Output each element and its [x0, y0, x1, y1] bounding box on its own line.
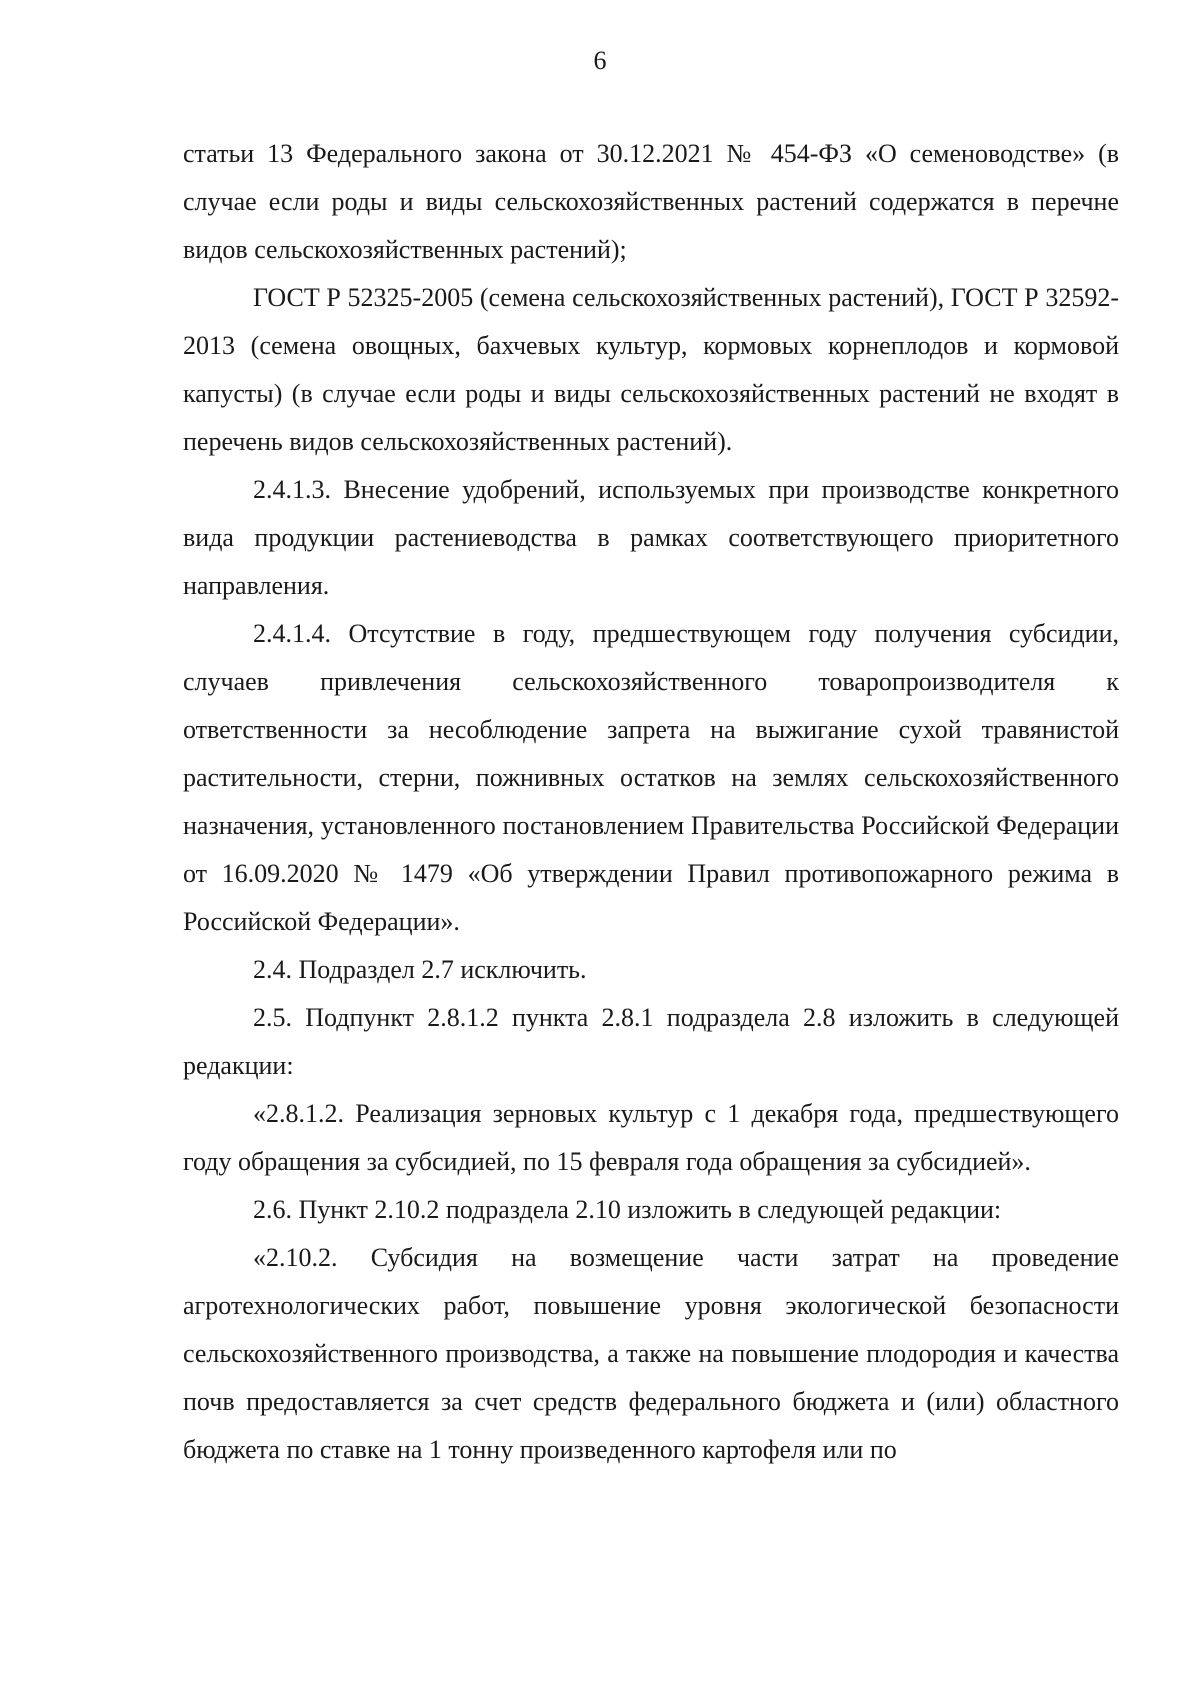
paragraph-2-8-1-2-quote: «2.8.1.2. Реализация зерновых культур с 1 декабря года, предшествующего году обращения за субсидией, по 15 февраля года обращения за субсидией». [183, 1099, 1119, 1176]
document-body [183, 130, 1119, 1474]
paragraph-2-6: 2.6. Пункт 2.10.2 подраздела 2.10 изложить в следующей редакции: [253, 1195, 1002, 1224]
paragraph-2-4-1-4: 2.4.1.4. Отсутствие в году, предшествующем году получения субсидии, случаев привлечения сельскохозяйственного товаропроизводителя к ответственности за несоблюдение запрета на выжигание сухой травянистой растительности, стерни, пожнивных остатков на землях сельскохозяйственного назначения, установленного постановлением Правительства Российской Федерации от 16.09.2020 № 1479 «Об утверждении Правил противопожарного режима в Российской Федерации». [183, 619, 1119, 936]
paragraph-2-4-1-3: 2.4.1.3. Внесение удобрений, используемых при производстве конкретного вида продукции растениеводства в рамках соответствующего приоритетного направления. [183, 475, 1119, 600]
paragraph-gost-standards: ГОСТ Р 52325-2005 (семена сельскохозяйственных растений), ГОСТ Р 32592-2013 (семена овощных, бахчевых культур, кормовых корнеплодов и кормовой капусты) (в случае если роды и виды сельскохозяйственных растений не входят в перечень видов сельскохозяйственных растений). [183, 283, 1119, 456]
paragraph-2-4: 2.4. Подраздел 2.7 исключить. [253, 955, 587, 984]
paragraph-2-10-2-quote: «2.10.2. Субсидия на возмещение части затрат на проведение агротехнологических работ, повышение уровня экологической безопасности сельскохозяйственного производства, а также на повышение плодородия и качества почв предоставляется за счет средств федерального бюджета и (или) областного бюджета по ставке на 1 тонну произведенного картофеля или по [183, 1243, 1119, 1464]
paragraph-semenovodstvo-law: статьи 13 Федерального закона от 30.12.2021 № 454-ФЗ «О семеноводстве» (в случае если роды и виды сельскохозяйственных растений содержатся в перечне видов сельскохозяйственных растений); [183, 139, 1119, 264]
paragraph-2-5: 2.5. Подпункт 2.8.1.2 пункта 2.8.1 подраздела 2.8 изложить в следующей редакции: [183, 1003, 1119, 1080]
page-number: 6 [593, 46, 607, 75]
